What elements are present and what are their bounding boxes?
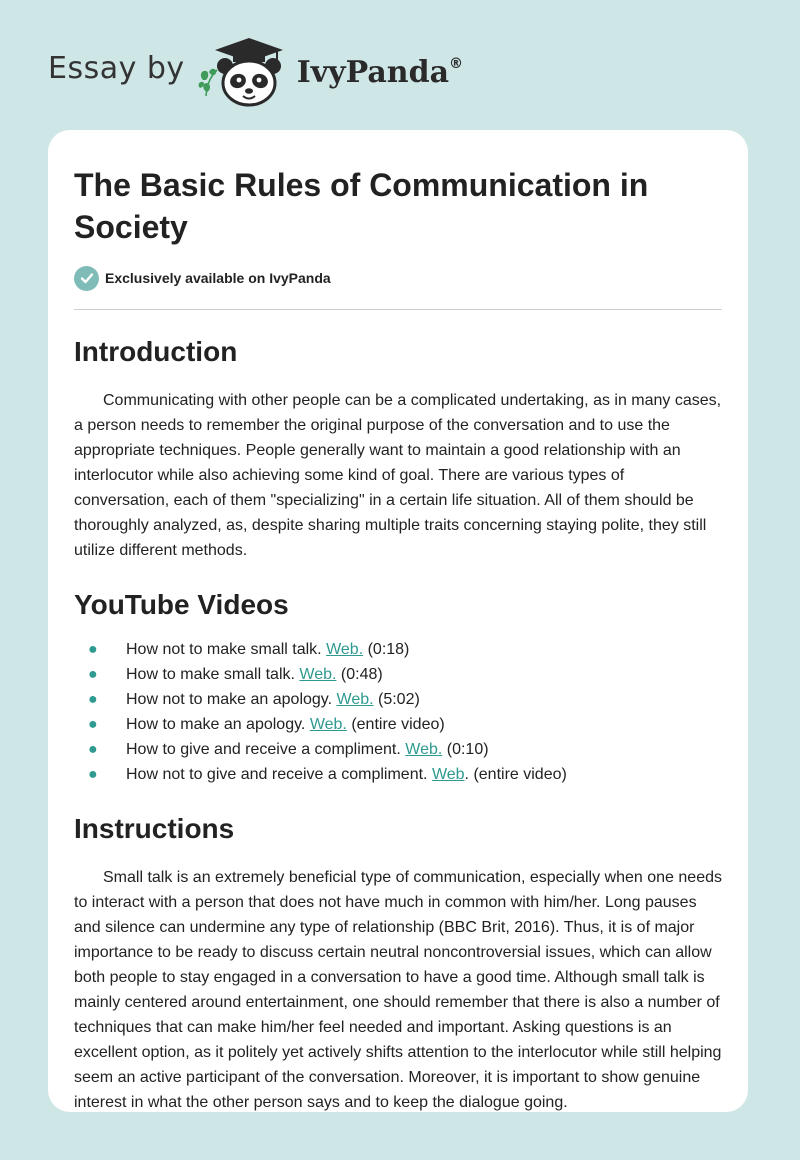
video-list [74, 637, 722, 787]
article-title: The Basic Rules of Communication in Society [74, 167, 649, 245]
list-item: ● How not to make an apology. Web. (5:02) [74, 687, 722, 712]
article-card [48, 130, 748, 1112]
bullet-icon: ● [88, 641, 98, 658]
panda-graduate-icon [197, 36, 295, 108]
bullet-icon: ● [88, 716, 98, 733]
list-item: ● How not to give and receive a compliment. Web. (entire video) [74, 762, 722, 787]
instructions-paragraph: Small talk is an extremely beneficial type of communication, especially when one needs to interact with a person that does not have much in common with him/her. Long pauses and silence can undermine any type of relationship (BBC Brit, 2016). Thus, it is of major importance to be ready to discuss certain neutral noncontroversial issues, which can allow both people to stay engaged in a conversation to have a good time. Although small talk is mainly centered around entertainment, one should remember that there is also a number of techniques that can make him/her feel needed and important. Asking questions is an excellent option, as it politely yet actively shifts attention to the interlocutor while still helping seem an active participant of the conversation. Moreover, it is important to show genuine interest in what the other person says and to keep the dialogue going. [74, 869, 722, 1111]
bullet-icon: ● [88, 666, 98, 683]
web-link[interactable]: Web [431, 766, 465, 783]
list-item: ● How to make small talk. Web. (0:48) [74, 662, 722, 687]
bullet-icon: ● [88, 741, 98, 758]
list-item: ● How to make an apology. Web. (entire video) [74, 712, 722, 737]
badge-text: Exclusively available on IvyPanda [105, 270, 331, 286]
web-link[interactable]: Web. [309, 716, 347, 733]
web-link[interactable]: Web. [299, 666, 337, 683]
instructions-heading: Instructions [74, 813, 235, 844]
introduction-paragraph: Communicating with other people can be a complicated undertaking, as in many cases, a person needs to remember the original purpose of the conversation and to use the appropriate techniques. People generally want to maintain a good relationship with an interlocutor while also achieving some kind of goal. There are various types of conversation, each of them "specializing" in a certain life situation. All of them should be thoroughly analyzed, as, despite sharing multiple traits concerning staying polite, they still utilize different methods. [74, 392, 722, 559]
exclusive-badge [74, 264, 722, 292]
web-link[interactable]: Web. [405, 741, 443, 758]
introduction-heading: Introduction [74, 336, 238, 367]
bullet-icon: ● [88, 766, 98, 783]
web-link[interactable]: Web. [326, 641, 364, 658]
bullet-icon: ● [88, 691, 98, 708]
youtube-videos-heading: YouTube Videos [74, 589, 289, 620]
check-icon [74, 266, 99, 291]
web-link[interactable]: Web. [336, 691, 374, 708]
brand-prefix: Essay by [48, 50, 185, 86]
brand-name: IvyPanda® [296, 54, 464, 90]
title-divider [74, 309, 722, 310]
list-item: ● How to give and receive a compliment. Web. (0:10) [74, 737, 722, 762]
list-item: ● How not to make small talk. Web. (0:18) [74, 637, 722, 662]
registered-mark: ® [449, 55, 464, 72]
brand-header[interactable] [48, 36, 463, 108]
